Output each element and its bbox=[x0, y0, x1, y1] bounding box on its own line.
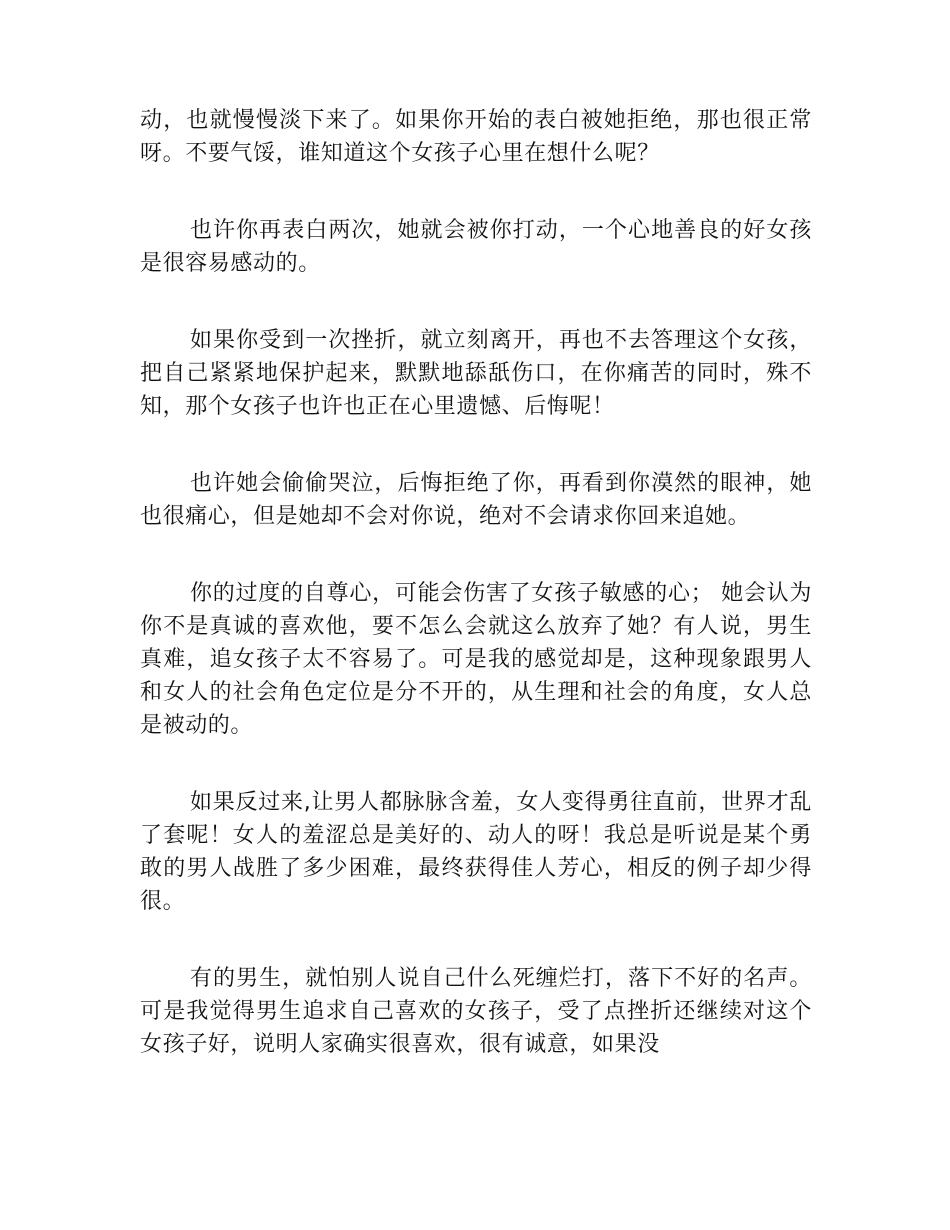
paragraph-5: 你的过度的自尊心，可能会伤害了女孩子敏感的心； 她会认为你不是真诚的喜欢他，要不怎么会就这么放弃了她？有人说，男生真难，追女孩子太不容易了。可是我的感觉却是，这种现象跟男人和女人的社会角色定位是分不开的，从生理和社会的角度，女人总是被动的。 bbox=[140, 581, 812, 738]
paragraph-6: 如果反过来,让男人都脉脉含羞，女人变得勇往直前，世界才乱了套呢！女人的羞涩总是美好的、动人的呀！我总是听说是某个勇敢的男人战胜了多少困难，最终获得佳人芳心，相反的例子却少得很。 bbox=[140, 790, 812, 914]
document-page bbox=[140, 104, 812, 1105]
paragraph-1: 动，也就慢慢淡下来了。如果你开始的表白被她拒绝，那也很正常呀。不要气馁，谁知道这个女孩子心里在想什么呢？ bbox=[140, 108, 812, 166]
paragraph-3: 如果你受到一次挫折，就立刻离开，再也不去答理这个女孩，把自己紧紧地保护起来，默默地舔舐伤口，在你痛苦的同时，殊不知，那个女孩子也许也正在心里遗憾、后悔呢！ bbox=[140, 328, 812, 419]
paragraph-4: 也许她会偷偷哭泣，后悔拒绝了你，再看到你漠然的眼神，她也很痛心，但是她却不会对你说，绝对不会请求你回来追她。 bbox=[140, 471, 812, 529]
paragraph-7: 有的男生，就怕别人说自己什么死缠烂打，落下不好的名声。可是我觉得男生追求自己喜欢的女孩子，受了点挫折还继续对这个女孩子好，说明人家确实很喜欢，很有诚意，如果没 bbox=[140, 966, 812, 1057]
paragraph-2: 也许你再表白两次，她就会被你打动，一个心地善良的好女孩是很容易感动的。 bbox=[140, 218, 812, 276]
